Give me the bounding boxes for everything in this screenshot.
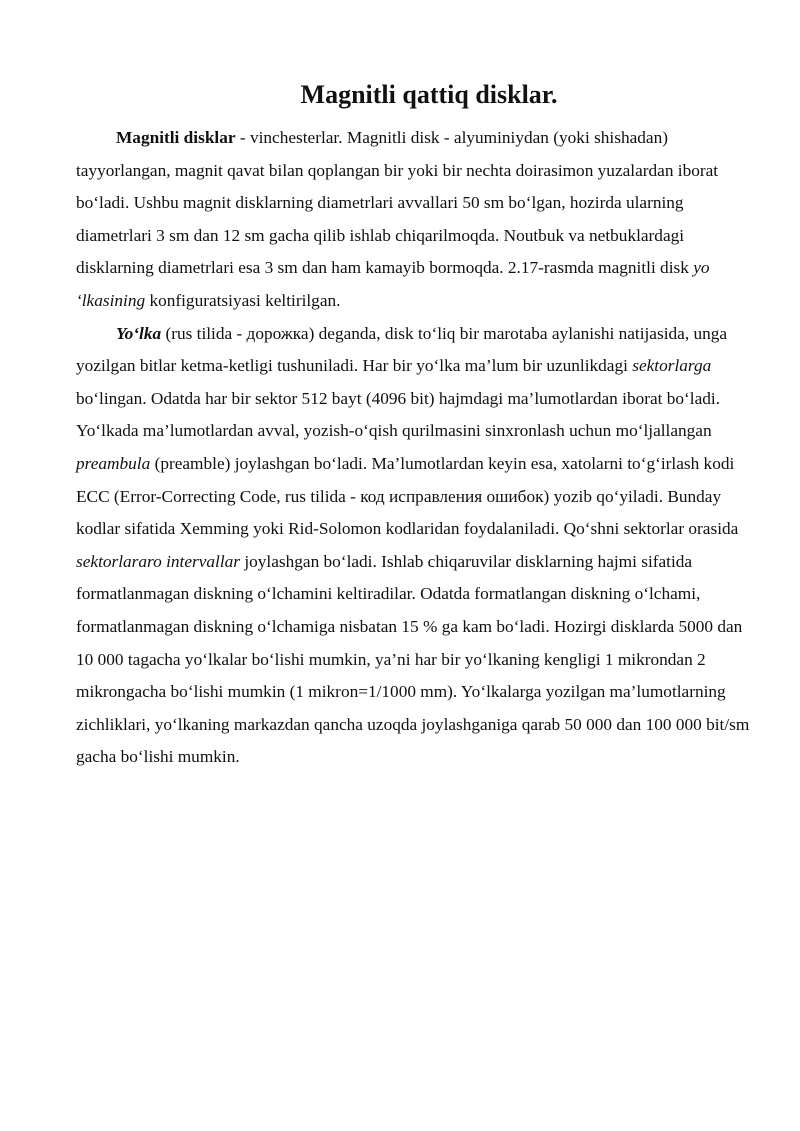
term-yolkasining: yo ‘lkasining xyxy=(76,258,710,310)
paragraph-yolka xyxy=(76,318,756,774)
paragraph-text: joylashgan bo‘ladi. Ishlab chiqaruvilar disklarning hajmi sifatida formatlanmagan diskning o‘lchamini keltiradilar. Odatda formatlangan diskning o‘lchami, formatlanmagan diskning o‘lchamiga nisbatan 15 % ga kam bo‘ladi. Hozirgi disklarda 5000 dan 10 000 tagacha yo‘lkalar bo‘lishi mumkin, ya’ni har bir yo‘lkaning kengligi 1 mikrondan 2 mikrongacha bo‘lishi mumkin (1 mikron=1/1000 mm). Yo‘lkalarga yozilgan ma’lumotlarning zichliklari, yo‘lkaning markazdan qancha uzoqda joylashganiga qarab 50 000 dan 100 000 bit/sm gacha bo‘lishi mumkin. xyxy=(76,551,750,767)
paragraph-text: (rus tilida - дорожка) deganda, disk to‘liq bir marotaba aylanishi natijasida, unga yozilgan bitlar ketma-ketligi tushuniladi. Har bir yo‘lka ma’lum bir uzunlikdagi xyxy=(76,323,728,376)
term-preambula: preambula xyxy=(76,453,151,473)
term-sektorlararo-intervallar: sektorlararo intervallar xyxy=(76,551,241,571)
paragraph-text: (preamble) joylashgan bo‘ladi. Ma’lumotlardan keyin esa, xatolarni to‘g‘irlash kodi ECC (Error-Correcting Code, rus tilida - код исправления ошибок) yozib qo‘yiladi. Bunday kodlar sifatida Xemming yoki Rid-Solomon kodlaridan foydalaniladi. Qo‘shni sektorlar orasida xyxy=(76,453,739,539)
term-sektorlarga: sektorlarga xyxy=(632,356,712,376)
page-title: Magnitli qattiq disklar. xyxy=(300,80,558,109)
term-magnitli-disklar: Magnitli disklar xyxy=(116,128,236,147)
document-body xyxy=(76,122,756,774)
paragraph-text: konfiguratsiyasi keltirilgan. xyxy=(145,290,341,310)
paragraph-text: - vinchesterlar. Magnitli disk - alyuminiydan (yoki shishadan) tayyorlangan, magnit qavat bilan qoplangan bir yoki bir nechta doirasimon yuzalardan iborat bo‘ladi. Ushbu magnit disklarning diametrlari avvallari 50 sm bo‘lgan, hozirda ularning diametrlari 3 sm dan 12 sm gacha qilib ishlab chiqarilmoqda. Noutbuk va netbuklardagi disklarning diametrlari esa 3 sm dan ham kamayib bormoqda. 2.17-rasmda magnitli disk xyxy=(76,128,719,278)
term-yolka: Yo‘lka xyxy=(116,323,162,343)
paragraph-text: bo‘lingan. Odatda har bir sektor 512 bayt (4096 bit) hajmdagi ma’lumotlardan iborat bo‘ladi. Yo‘lkada ma’lumotlardan avval, yozish-o‘qish qurilmasini sinxronlash uchun mo‘ljallangan xyxy=(76,388,721,441)
paragraph-magnitli-disklar xyxy=(76,122,756,318)
